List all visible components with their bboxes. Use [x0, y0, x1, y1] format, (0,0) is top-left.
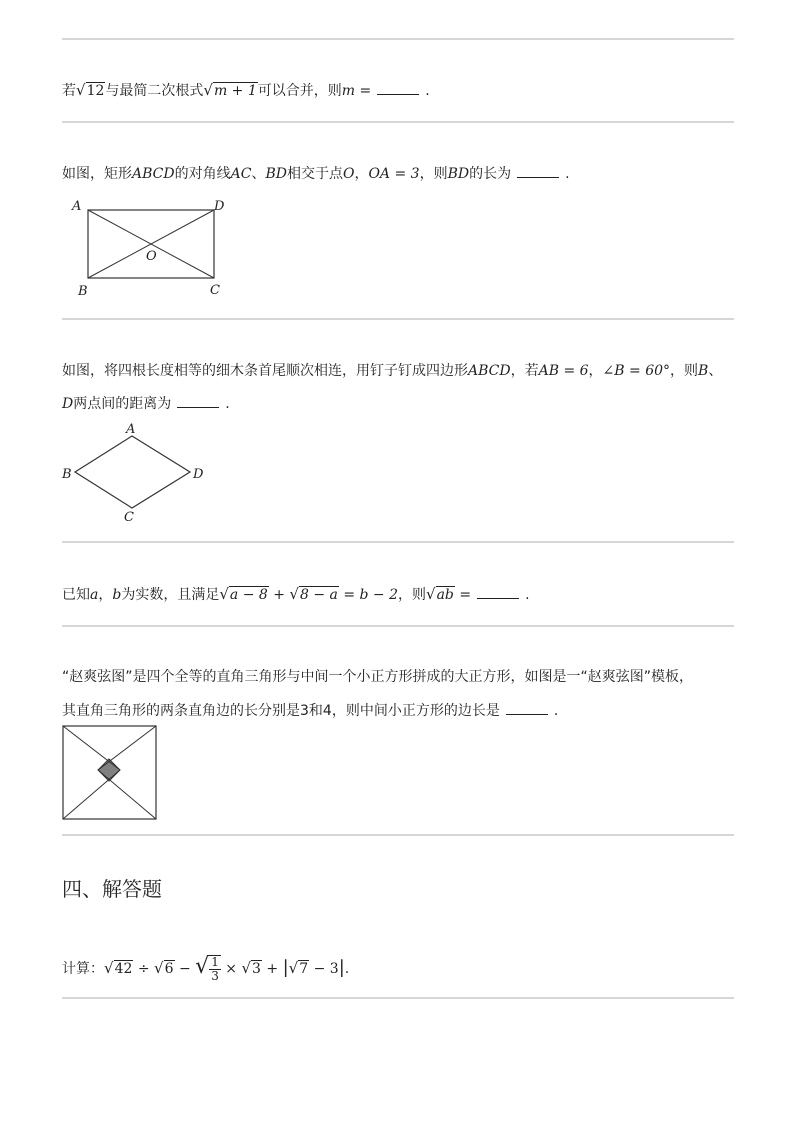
answer-blank — [177, 395, 219, 408]
q3-text: ，若 — [510, 363, 539, 379]
sqrt-42: √42 — [104, 959, 133, 977]
label-b: B — [78, 284, 88, 299]
sqrt-m-plus-1: √m + 1 — [203, 81, 257, 99]
q3-text: 如图，将四根长度相等的细木条首尾顺次相连，用钉子钉成四边形 — [62, 363, 468, 379]
answer-blank — [517, 165, 559, 178]
q4-eq2: = — [459, 587, 472, 603]
divider — [62, 997, 734, 999]
q6-plus: + — [266, 961, 279, 977]
q4-text: ，则 — [398, 587, 427, 603]
label-c: C — [124, 510, 134, 525]
q2-ac: AC — [230, 166, 252, 182]
q6-minus: − — [178, 961, 191, 977]
q3-d: D — [62, 396, 74, 412]
q6-minus-3: − 3 — [313, 961, 339, 977]
q4-a: a — [90, 587, 99, 603]
sqrt-a-minus-8: √a − 8 — [219, 585, 268, 603]
inner-square — [98, 759, 120, 781]
q2-end: . — [565, 166, 570, 182]
divider — [62, 318, 734, 320]
q3-b: B — [698, 363, 709, 379]
label-a: A — [72, 199, 82, 214]
rhombus-figure — [60, 420, 210, 526]
answer-blank — [377, 82, 419, 95]
q1-var: m = — [341, 83, 372, 99]
q3-abcd: ABCD — [468, 363, 511, 379]
question-4 — [62, 584, 530, 605]
sqrt-3: √3 — [241, 959, 261, 977]
sqrt-ab: √ab — [426, 585, 454, 603]
question-2 — [62, 164, 570, 184]
q1-text: 与最简二次根式 — [105, 83, 204, 99]
question-3-line-2 — [62, 394, 230, 414]
q2-text: 的对角线 — [174, 166, 231, 182]
triangle-edge — [98, 770, 156, 819]
q2-comma: ， — [354, 166, 369, 182]
q5-text: 其直角三角形的两条直角边的长分别是3和4，则中间小正方形的边长是 — [62, 703, 500, 719]
q5-text: “赵爽弦图”是四个全等的直角三角形与中间一个小正方形拼成的大正方形，如图是一“赵爽弦图”模板， — [62, 669, 694, 685]
q4-end: . — [525, 587, 530, 603]
divider — [62, 834, 734, 836]
q1-text: 可以合并，则 — [257, 83, 342, 99]
question-1 — [62, 80, 430, 101]
q4-comma: ， — [98, 587, 113, 603]
q2-oa: OA = 3 — [368, 166, 420, 182]
triangle-edge — [63, 770, 120, 819]
label-b: B — [62, 467, 72, 482]
q4-text: 已知 — [62, 587, 90, 603]
abs-bar-left: | — [282, 957, 289, 978]
q3-angle: ∠B = 60° — [602, 363, 671, 379]
q3-sep: 、 — [708, 363, 723, 379]
divider — [62, 121, 734, 123]
label-a: A — [126, 422, 136, 437]
q2-bd: BD — [265, 166, 287, 182]
q1-text: 若 — [62, 83, 76, 99]
q3-ab: AB = 6 — [538, 363, 589, 379]
q4-plus: + — [273, 587, 285, 603]
triangle-edge — [63, 726, 120, 770]
divider — [62, 38, 734, 40]
sqrt-7: √7 — [288, 959, 309, 977]
q3-comma: ， — [588, 363, 603, 379]
label-d: D — [193, 467, 204, 482]
q2-text: 相交于点 — [286, 166, 343, 182]
rectangle-figure — [66, 196, 236, 300]
q6-times: × — [225, 961, 238, 977]
q2-bd: BD — [447, 166, 470, 182]
q6-end: . — [344, 961, 350, 977]
q2-text: 的长为 — [469, 166, 512, 182]
section-title: 四、解答题 — [62, 877, 162, 901]
answer-blank — [506, 702, 548, 715]
q1-end: . — [425, 83, 430, 99]
q2-text: 如图，矩形 — [62, 166, 132, 182]
answer-blank — [477, 586, 519, 599]
divider — [62, 541, 734, 543]
sqrt-one-third: √ $\frac{1}{3}$ — [195, 954, 219, 983]
label-d: D — [214, 199, 225, 214]
label-c: C — [210, 283, 220, 298]
q3-text: 两点间的距离为 — [73, 396, 172, 412]
label-o: O — [146, 249, 157, 264]
abs-bar-right: | — [338, 957, 345, 978]
q6-div: ÷ — [137, 961, 150, 977]
q3-text: ，则 — [670, 363, 699, 379]
triangle-edge — [98, 726, 156, 770]
sqrt-8-minus-a: √8 − a — [289, 585, 338, 603]
q5-end: . — [553, 703, 559, 719]
q3-end: . — [225, 396, 230, 412]
divider — [62, 625, 734, 627]
zhao-shuang-figure — [62, 725, 158, 821]
q2-abcd: ABCD — [132, 166, 175, 182]
rhombus-abcd — [75, 436, 190, 508]
q6-text: 计算： — [62, 961, 104, 977]
question-3-line-1 — [62, 361, 722, 381]
q4-b: b — [112, 587, 122, 603]
sqrt-12: √12 — [76, 81, 105, 99]
q2-text: ，则 — [419, 166, 448, 182]
question-6 — [62, 953, 349, 983]
q2-o: O — [342, 166, 355, 182]
question-5-line-1 — [62, 667, 693, 687]
q2-sep: 、 — [251, 166, 266, 182]
q4-text: 为实数，且满足 — [121, 587, 220, 603]
sqrt-6: √6 — [154, 959, 174, 977]
question-5-line-2 — [62, 701, 558, 721]
q4-eq: = b − 2 — [343, 587, 399, 603]
